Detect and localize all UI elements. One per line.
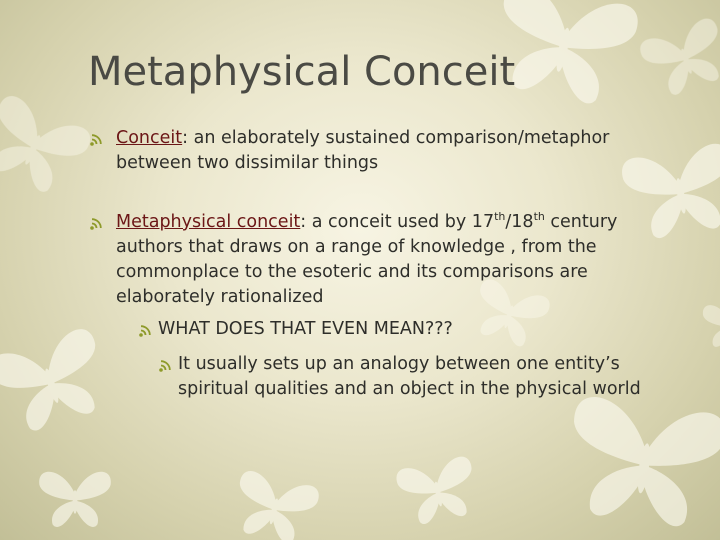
wifi-arcs-icon xyxy=(89,131,105,147)
ordinal-suffix: th xyxy=(533,210,545,223)
explanation-text: It usually sets up an analogy between one entity’s spiritual qualities and an object in the physical world xyxy=(178,354,641,399)
wifi-arcs-icon xyxy=(89,215,105,231)
bullet-conceit-definition xyxy=(116,126,656,176)
wifi-arcs-icon xyxy=(138,322,154,338)
definition-text-part: /18 xyxy=(505,212,534,232)
ordinal-suffix: th xyxy=(494,210,506,223)
term-conceit: Conceit xyxy=(116,128,183,148)
slide-title: Metaphysical Conceit xyxy=(88,49,516,95)
bullet-question xyxy=(158,317,638,342)
definition-text-part: century authors that draws on a range of knowledge , from the commonplace to the esoteric and its comparisons are elaborately rationalized xyxy=(116,212,618,307)
wifi-arcs-icon xyxy=(158,357,174,373)
term-metaphysical-conceit: Metaphysical conceit xyxy=(116,212,301,232)
bullet-explanation xyxy=(178,352,648,402)
bullet-metaphysical-conceit-definition xyxy=(116,210,656,310)
question-text: WHAT DOES THAT EVEN MEAN??? xyxy=(158,319,453,339)
definition-text-part: : a conceit used by 17 xyxy=(300,212,495,232)
definition-text: : an elaborately sustained comparison/metaphor between two dissimilar things xyxy=(116,128,610,173)
